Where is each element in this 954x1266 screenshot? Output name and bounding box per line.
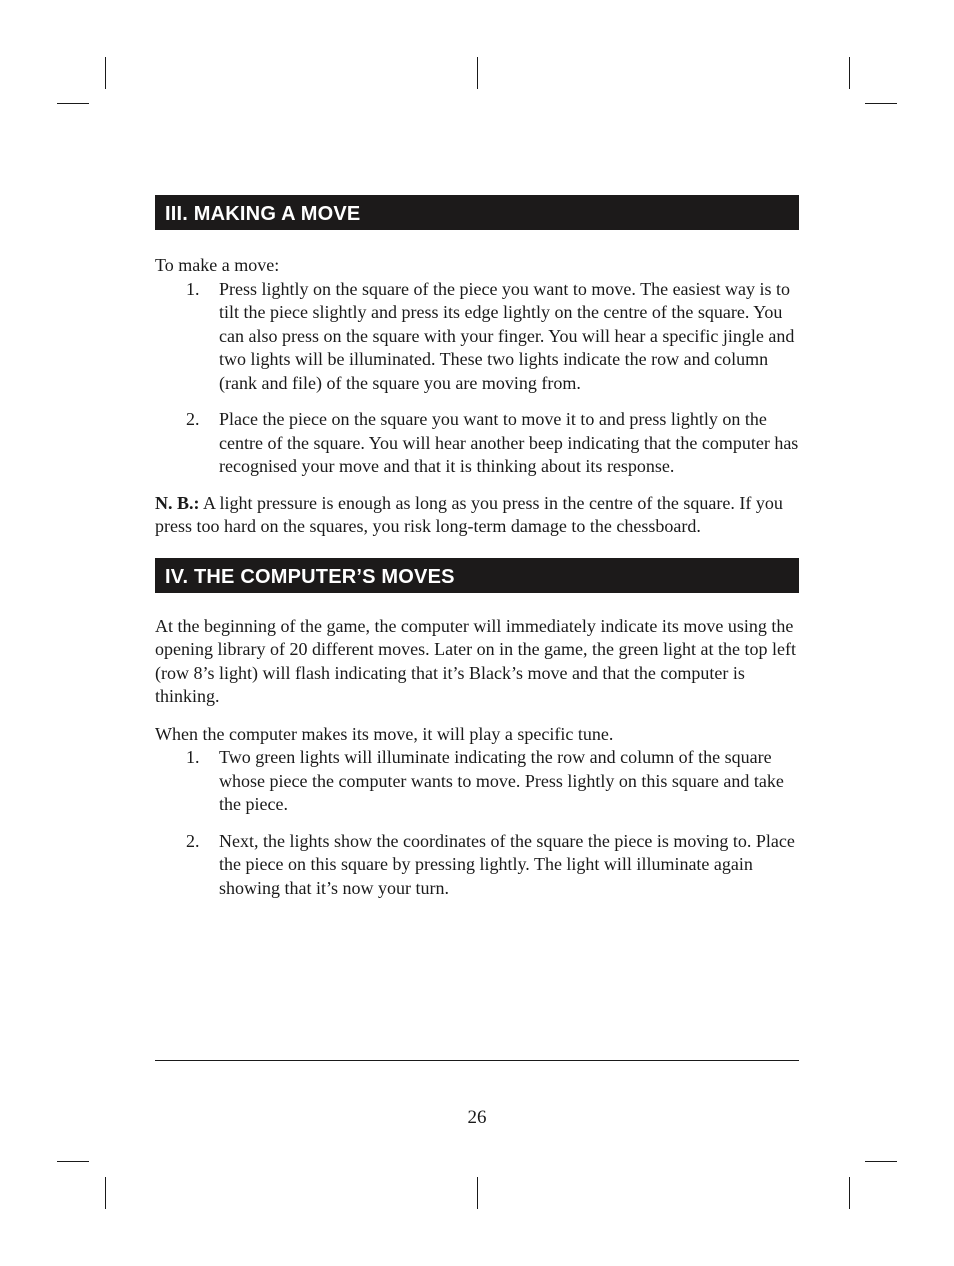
nota-bene-label: N. B.: bbox=[155, 492, 200, 513]
list-item bbox=[155, 408, 799, 479]
list-item bbox=[155, 746, 799, 817]
crop-mark bbox=[57, 103, 89, 104]
step-number: 1. bbox=[186, 747, 200, 767]
crop-mark bbox=[57, 1161, 89, 1162]
page-number: 26 bbox=[467, 1107, 487, 1128]
step-number: 2. bbox=[186, 409, 200, 429]
list-item bbox=[155, 278, 799, 396]
list-item bbox=[155, 830, 799, 901]
footer-divider bbox=[155, 1060, 799, 1061]
step-text: Two green lights will illuminate indicating the row and column of the square whose piece the computer wants to move. Press lightly on this square and take the piece. bbox=[219, 747, 784, 814]
crop-mark bbox=[865, 1161, 897, 1162]
step-text: Place the piece on the square you want to move it to and press lightly on the centre of the square. You will hear another beep indicating that the computer has recognised your move and that it is thinking about its response. bbox=[219, 409, 799, 476]
crop-mark bbox=[849, 1177, 850, 1209]
step-number: 1. bbox=[186, 278, 200, 299]
step-text: Next, the lights show the coordinates of the square the piece is moving to. Place the piece on this square by pressing lightly. The light will illuminate again showing that it’s now your turn. bbox=[219, 830, 795, 898]
computer-tune-paragraph: When the computer makes its move, it will play a specific tune. bbox=[155, 723, 614, 744]
crop-mark bbox=[105, 1177, 106, 1209]
crop-mark bbox=[477, 57, 478, 89]
crop-mark bbox=[865, 103, 897, 104]
page-content bbox=[155, 195, 799, 913]
computer-move-steps bbox=[155, 746, 799, 900]
nota-bene bbox=[155, 492, 799, 539]
step-text: Press lightly on the square of the piece you want to move. The easiest way is to tilt the piece slightly and press its edge lightly on the centre of the square. You can also press on the square with your finger. You will hear a specific jingle and two lights will be illuminated. These two lights indicate the row and column (rank and file) of the square you are moving from. bbox=[219, 278, 795, 393]
crop-mark bbox=[849, 57, 850, 89]
intro-text: To make a move: bbox=[155, 255, 280, 275]
nota-bene-text: A light pressure is enough as long as you press in the centre of the square. If you press too hard on the squares, you risk long-term damage to the chessboard. bbox=[155, 492, 783, 536]
crop-mark bbox=[105, 57, 106, 89]
step-number: 2. bbox=[186, 830, 200, 851]
computer-moves-paragraph: At the beginning of the game, the computer will immediately indicate its move using the opening library of 20 different moves. Later on in the game, the green light at the top left (row 8’s light) will flash indicating that it’s Black’s move and that the computer is thinking. bbox=[155, 615, 796, 706]
section-heading-making-a-move: III. MAKING A MOVE bbox=[155, 195, 799, 230]
section-heading-computers-moves: IV. THE COMPUTER’S MOVES bbox=[155, 558, 799, 593]
crop-mark bbox=[477, 1177, 478, 1209]
making-move-steps bbox=[155, 278, 799, 479]
